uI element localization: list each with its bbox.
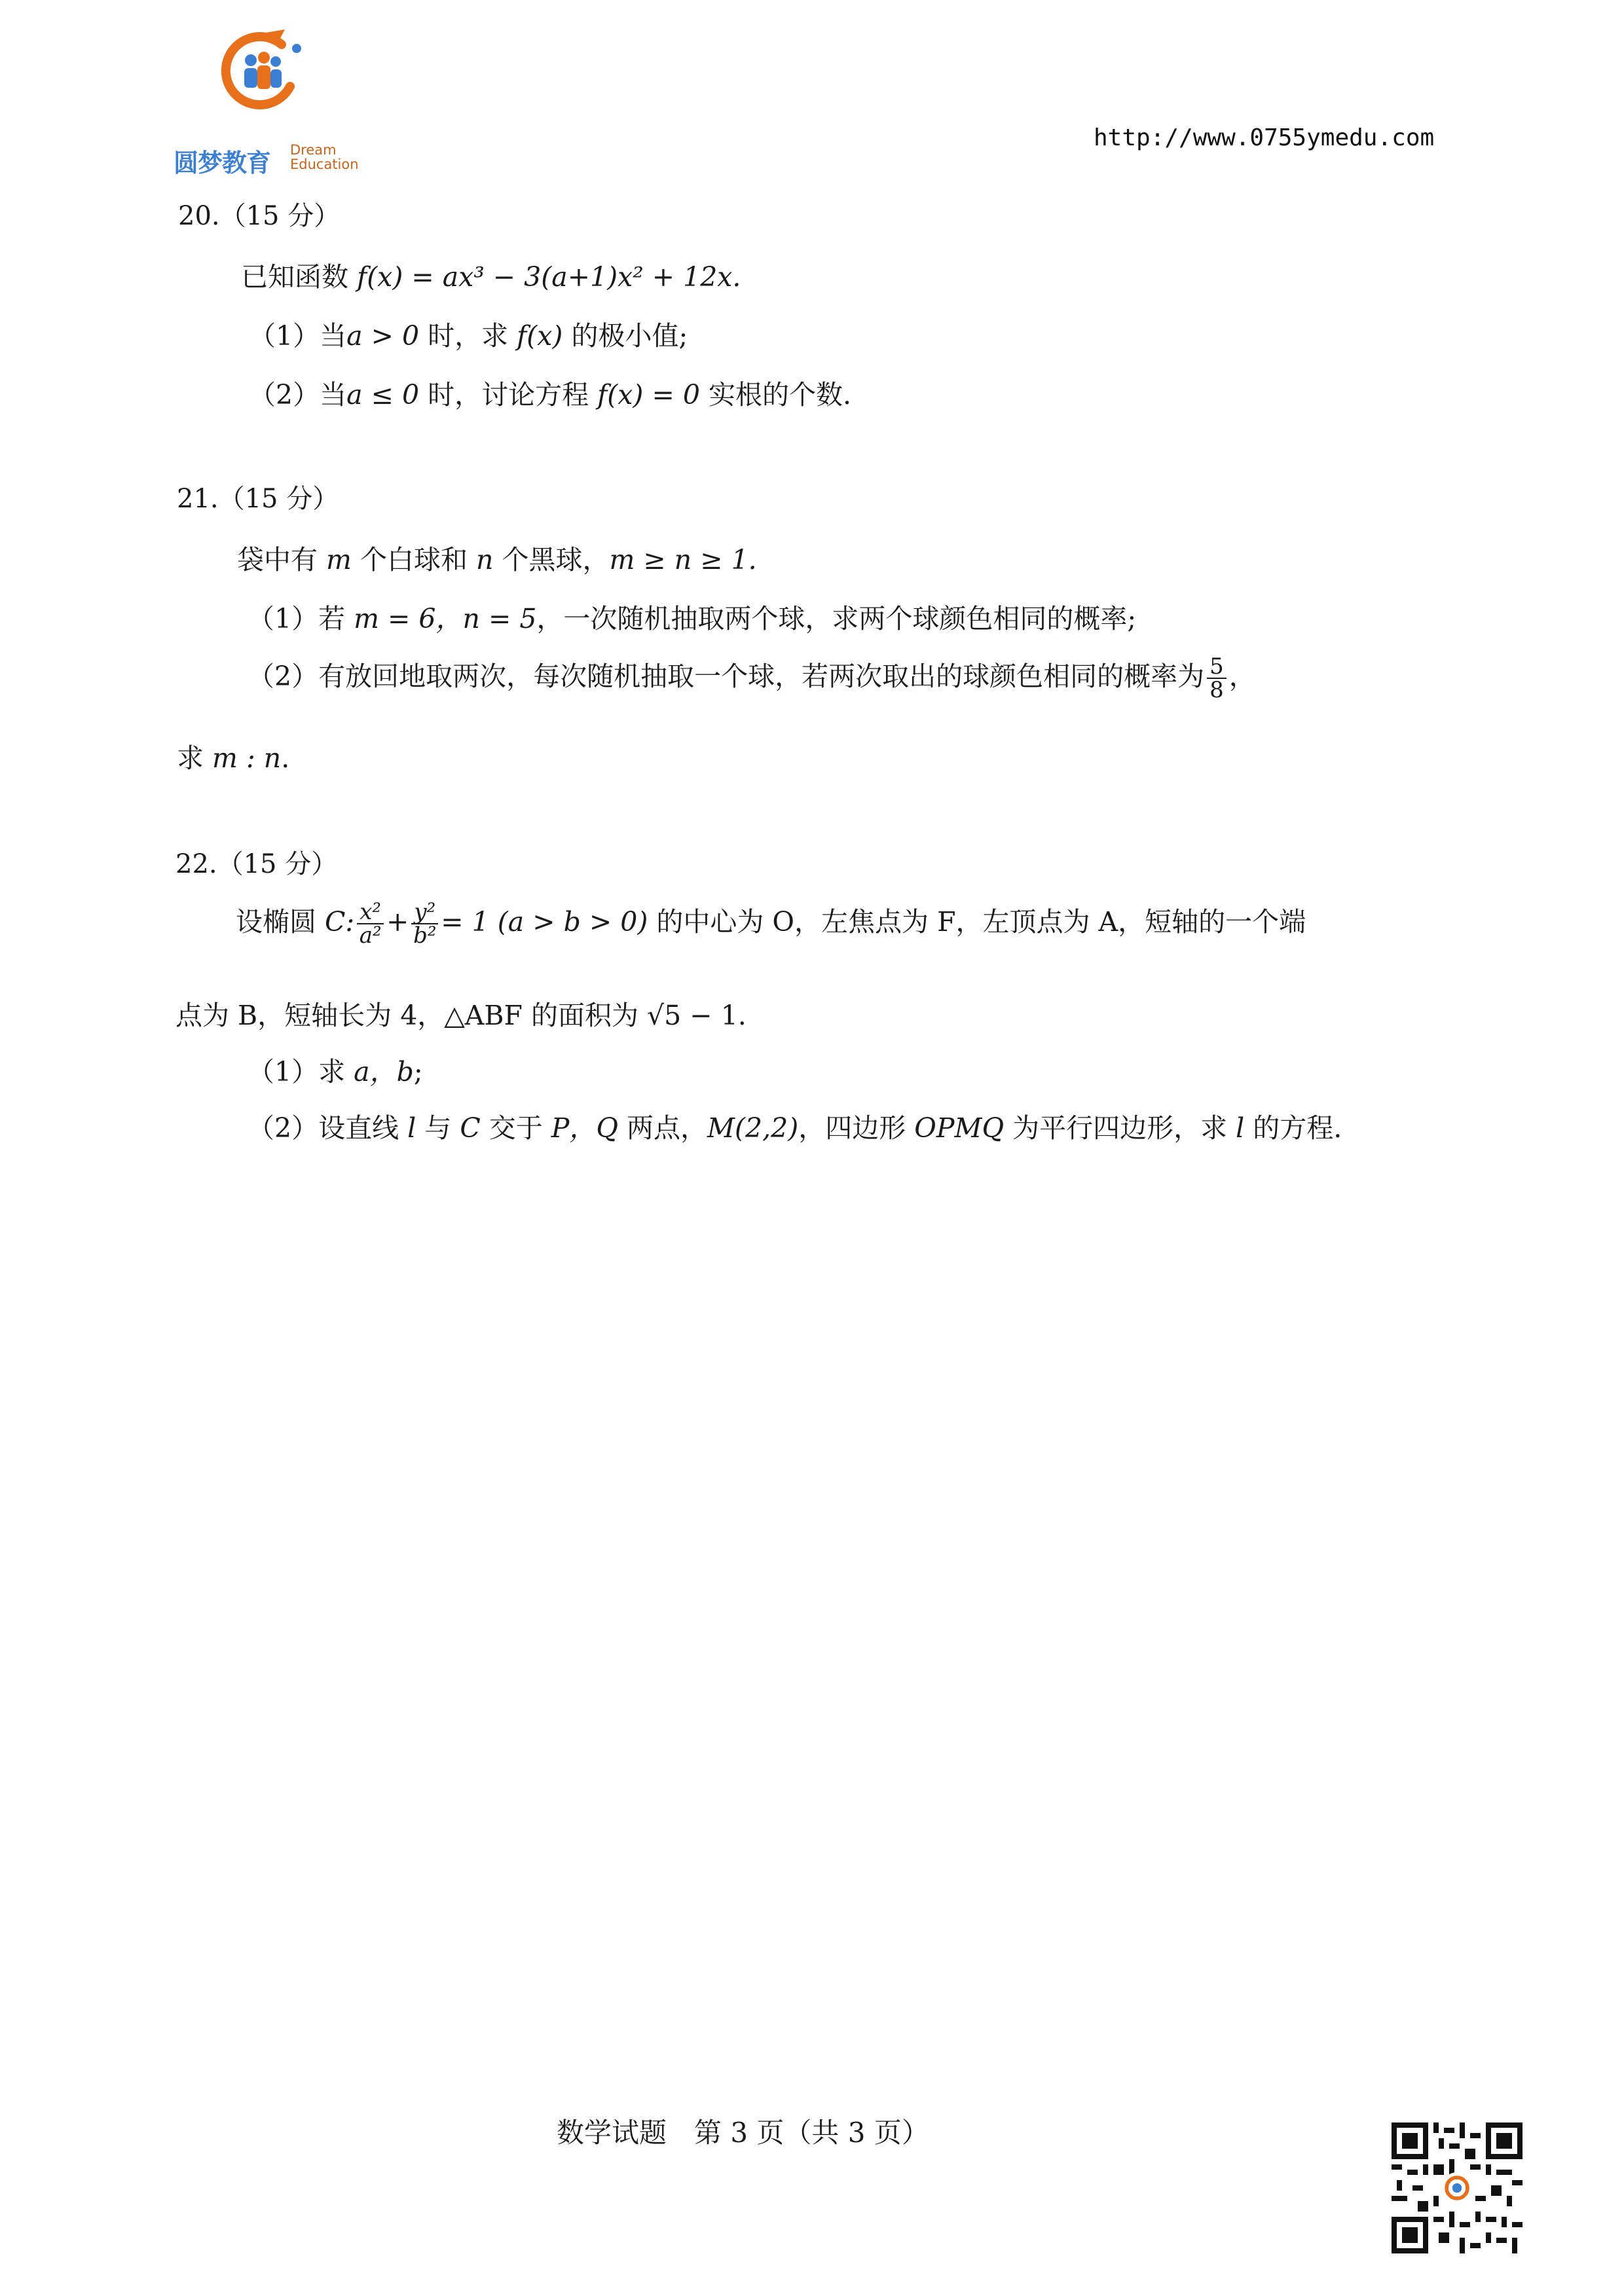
q21-probability-fraction (1207, 655, 1227, 702)
q21-fraction-numerator: 5 (1207, 655, 1227, 679)
q21-fraction-denominator: 8 (1209, 676, 1224, 703)
q21-intro-c: 个黑球， (493, 544, 610, 575)
q22-point-m: M(2,2) (707, 1112, 799, 1144)
q21-p2-b: ， (1228, 661, 1256, 692)
question-20-part-2 (249, 373, 851, 412)
q21-p2-line2-c: . (281, 742, 290, 774)
logo-text-chinese: 圆梦教育 (174, 149, 271, 177)
q22-p1-a: （1）求 (248, 1056, 354, 1087)
q21-intro-a: 袋中有 (237, 544, 327, 575)
q22-y-squared: y² (411, 901, 438, 924)
q20-p1-fx: f(x) (517, 320, 563, 352)
q22-x-squared: x² (357, 901, 384, 924)
q20-p1-text-c: 时，求 (419, 320, 517, 352)
q20-p2-text-e: 实根的个数. (699, 379, 851, 410)
q21-ratio: m : n (212, 742, 282, 774)
question-21-part-2 (248, 655, 1256, 702)
question-22-part-1 (248, 1050, 423, 1089)
q20-p2-text-c: 时，讨论方程 (419, 379, 598, 410)
q21-intro-b: 个白球和 (351, 544, 477, 575)
q22-intro-b: 的中心为 O，左焦点为 F，左顶点为 A，短轴的一个端 (648, 906, 1306, 938)
q22-fraction-x (357, 898, 384, 949)
question-21-part-2-line-2 (177, 737, 289, 775)
q22-fraction-y (411, 898, 438, 949)
logo-text-english (290, 143, 359, 172)
q20-intro-prefix: 已知函数 (241, 261, 358, 293)
q22-b-squared: b² (413, 922, 437, 949)
q22-quadrilateral: OPMQ (914, 1112, 1005, 1144)
q22-a-squared: a² (359, 922, 382, 949)
page-footer: 数学试题 第 3 页（共 3 页） (557, 2117, 929, 2149)
q21-p1-a: （1）若 (248, 603, 354, 634)
logo-text-education: Education (290, 156, 359, 172)
q22-ellipse-name: C: (325, 906, 355, 938)
q20-p2-text-a: （2）当 (249, 379, 347, 410)
q22-p1-c: ; (413, 1056, 423, 1087)
logo-mark-icon (219, 26, 304, 124)
logo-text-dream: Dream (290, 142, 337, 158)
dream-education-logo (174, 26, 370, 177)
question-22-part-2 (248, 1106, 1342, 1145)
q22-p2-c: 交于 (480, 1112, 551, 1144)
q22-p2-a: （2）设直线 (248, 1112, 408, 1144)
q22-p1-vars: a，b (354, 1056, 414, 1087)
q22-p2-ellipse: C (460, 1112, 481, 1144)
question-22-intro (236, 900, 1306, 947)
q22-line-l: l (407, 1112, 416, 1144)
q22-p2-b: 与 (416, 1112, 460, 1144)
q22-points-pq: P，Q (551, 1112, 618, 1144)
q20-p2-equation: f(x) = 0 (597, 379, 700, 410)
q22-plus: + (386, 906, 409, 938)
q22-p2-e: ，四边形 (798, 1112, 915, 1144)
q21-p1-values: m = 6，n = 5 (354, 603, 537, 634)
q20-function-formula: f(x) = ax³ − 3(a+1)x² + 12x. (357, 261, 741, 293)
q21-p2-a: （2）有放回地取两次，每次随机抽取一个球，若两次取出的球颜色相同的概率为 (248, 661, 1205, 692)
q21-intro-m: m (326, 544, 352, 575)
question-21-intro (237, 538, 757, 577)
q22-intro-a: 设椭圆 (236, 906, 325, 938)
q22-equation-rhs: = 1 (a > b > 0) (441, 906, 648, 938)
q22-p2-g: 的方程. (1244, 1112, 1342, 1144)
q22-p2-d: 两点， (618, 1112, 708, 1144)
question-21-part-1 (248, 597, 1136, 636)
q20-p1-text-e: 的极小值; (563, 320, 688, 352)
site-url[interactable]: http://www.0755ymedu.com (1094, 124, 1435, 151)
question-20-intro (241, 255, 741, 294)
q21-p1-c: ，一次随机抽取两个球，求两个球颜色相同的概率; (536, 603, 1137, 634)
q21-intro-n: n (476, 544, 494, 575)
question-20-header: 20.（15 分） (178, 201, 341, 231)
q20-p1-text-a: （1）当 (249, 320, 347, 352)
q20-p2-condition: a ≤ 0 (346, 379, 420, 410)
q22-p2-f: 为平行四边形，求 (1004, 1112, 1236, 1144)
q20-p1-condition: a > 0 (346, 320, 420, 352)
q21-p2-line2-a: 求 (177, 742, 213, 774)
question-22-header: 22.（15 分） (175, 849, 338, 879)
q22-line-l-2: l (1236, 1112, 1245, 1144)
question-22-intro-line-2: 点为 B，短轴长为 4，△ABF 的面积为 √5 − 1. (175, 1000, 747, 1031)
question-21-header: 21.（15 分） (177, 484, 339, 514)
question-20-part-1 (249, 314, 688, 353)
q21-intro-inequality: m ≥ n ≥ 1. (609, 544, 757, 575)
qr-code-icon (1392, 2123, 1522, 2253)
